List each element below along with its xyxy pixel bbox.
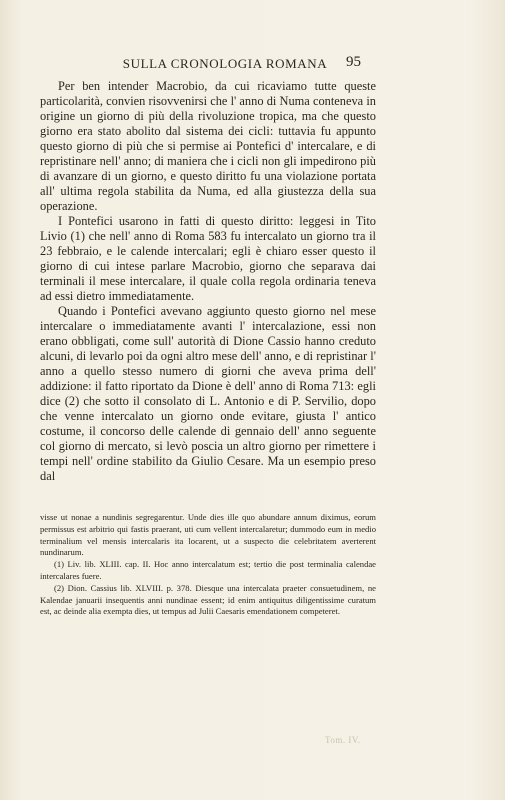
footnotes — [40, 512, 376, 618]
paragraph: Per ben intender Macrobio, da cui ricaviamo tutte queste particolarità, convien risovvenirsi che l' anno di Numa conteneva in origine un giorno di più della rivoluzione tropica, ma che questo giorno era stato abolito dal sistema dei cicli: tuttavia fu appunto questo giorno di più che si permise ai Pontefici d' intercalare, e di repristinare nell' anno; di maniera che i cicli non gli impedirono più di avanzare di un giorno, e questo diritto fu una violazione portata all' ultima regola stabilita da Numa, ed alla giustezza della sua operazione. — [40, 79, 376, 213]
footnote: (1) Liv. lib. XLIII. cap. II. Hoc anno intercalatum est; tertio die post terminalia calendae intercalares fuere. — [40, 559, 376, 581]
footnote: (2) Dion. Cassius lib. XLVIII. p. 378. Diesque una intercalata praeter consuetudinem, ne Kalendae januarii insequentis anni nundinae essent; id enim antiquitus diligentissime curatum est, ac deinde alia exempta dies, ut tempus ad Julii Caesaris emendationem competeret. — [40, 582, 376, 617]
bleed-through-text: Tom. IV. — [325, 735, 361, 745]
footnote-continuation: visse ut nonae a nundinis segregarentur. Unde dies ille quo abundare annum diximus, eorum permissus est arbitrio qui fastis praerant, uti cum vellent intercalaretur; dummodo eum in medio terminalium vel mensis intercalaris ita locarent, ut a suspecto die celebritatem averterent nundinarum. — [40, 512, 376, 558]
paragraph: Quando i Pontefici avevano aggiunto questo giorno nel mese intercalare o immediatamente avanti l' intercalazione, essi non erano obbligati, come sull' autorità di Dione Cassio hanno creduto alcuni, di levarlo poi da ogni altro mese dell' anno, e di repristinar l' anno a quello stesso numero di giorni che aveva prima dell' addizione: il fatto riportato da Dione è dell' anno di Roma 713: egli dice (2) che sotto il consolato di L. Antonio e di P. Servilio, dopo che venne intercalato un giorno onde evitare, giusta l' antico costume, il concorso delle calende di gennaio dell' anno seguente col giorno di mercato, si levò poscia un altro giorno per rimettere i tempi nell' ordine stabilito da Giulio Cesare. Ma un esempio preso dal — [40, 304, 376, 483]
page-number: 95 — [346, 54, 361, 70]
running-title: SULLA CRONOLOGIA ROMANA — [122, 56, 328, 71]
paragraph: I Pontefici usarono in fatti di questo diritto: leggesi in Tito Livio (1) che nell' anno di Roma 583 fu intercalato un giorno tra il 23 febbraio, e le calende intercalari; egli è chiaro esser questo il giorno di cui intese parlare Macrobio, giorno che separava dai terminali il mese intercalare, il quale colla regola ordinaria teneva ad essi dietro immediatamente. — [40, 214, 376, 303]
main-text — [40, 79, 376, 484]
